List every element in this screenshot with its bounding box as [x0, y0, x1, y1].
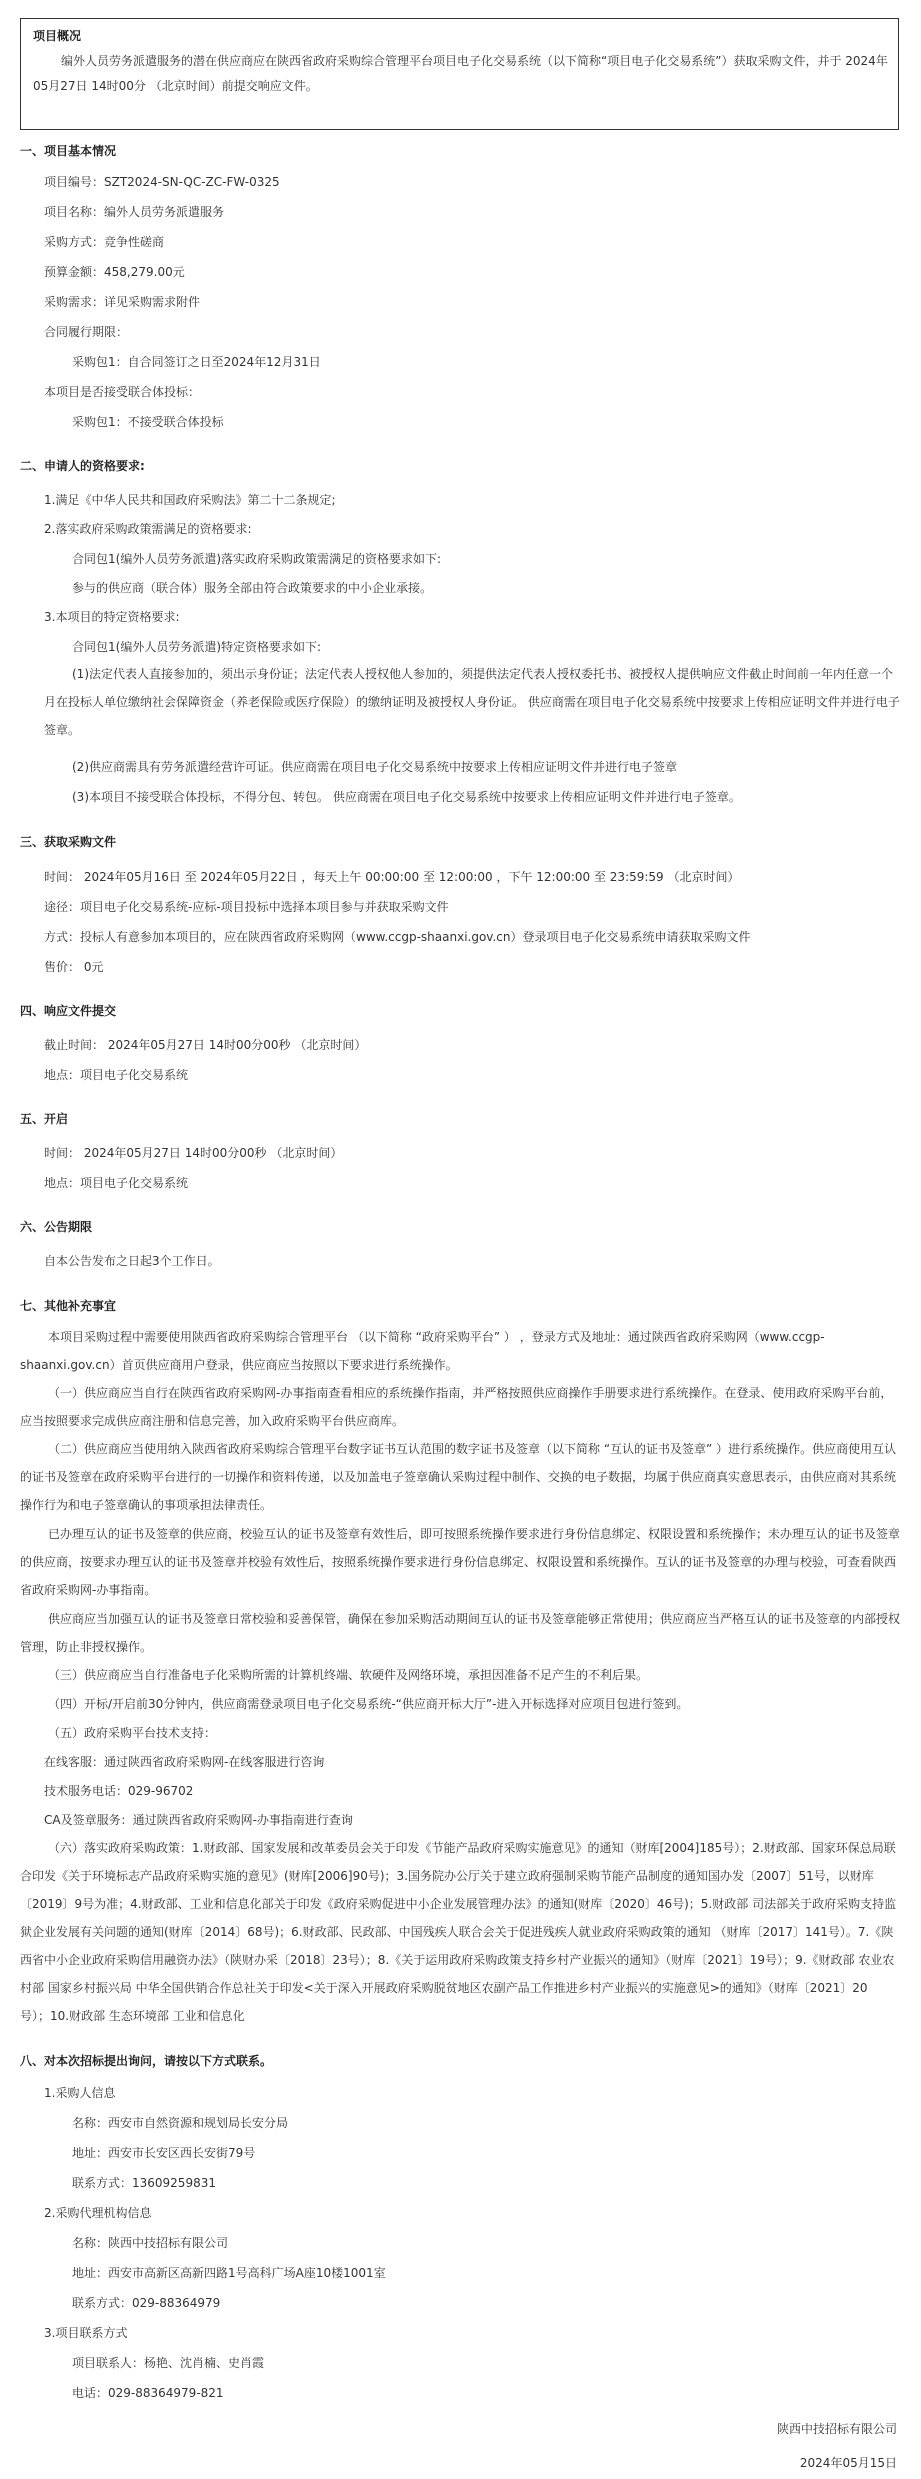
section-4-title: 四、响应文件提交	[20, 1004, 117, 1018]
agent-phone: 联系方式：029-88364979	[72, 2296, 221, 2310]
section-2-title: 二、申请人的资格要求:	[20, 459, 145, 473]
submit-location: 地点：项目电子化交易系统	[44, 1068, 189, 1082]
project-contact-person: 项目联系人：杨艳、沈肖楠、史肖霞	[72, 2356, 265, 2370]
budget-amount: 预算金额：458,279.00元	[44, 265, 185, 279]
opening-location: 地点：项目电子化交易系统	[44, 1176, 189, 1190]
overview-box	[20, 18, 899, 130]
overview-text: 编外人员劳务派遣服务的潜在供应商应在陕西省政府采购综合管理平台项目电子化交易系统（以下简称“项目电子化交易系统”）获取采购文件，并于 2024年05月27日 14时00分 （北京时间）前提交响应文件。	[33, 54, 888, 93]
supplement-item-2-cont-2: 供应商应当加强互认的证书及签章日常校验和妥善保管，确保在参加采购活动期间互认的证书及签章能够正常使用；供应商应当严格互认的证书及签章的内部授权管理，防止非授权操作。	[20, 1612, 901, 1654]
overview-title: 项目概况	[33, 29, 82, 43]
qualification-3-item-3: (3)本项目不接受联合体投标，不得分包、转包。 供应商需在项目电子化交易系统中按要求上传相应证明文件并进行电子签章。	[72, 790, 741, 804]
section-3-title: 三、获取采购文件	[20, 835, 117, 849]
supplement-item-2: （二）供应商应当使用纳入陕西省政府采购综合管理平台数字证书互认范围的数字证书及签章（以下简称 “互认的证书及签章” ）进行系统操作。供应商使用互认的证书及签章在政府采购平台进行的一切操作和资料传递，以及加盖电子签章确认采购过程中制作、交换的电子数据，均属于供应商真实意思表示，由供应商对其系统操作行为和电子签章确认的事项承担法律责任。	[20, 1442, 897, 1512]
buyer-info-label: 1.采购人信息	[44, 2086, 116, 2100]
project-contact-phone: 电话：029-88364979-821	[72, 2386, 224, 2400]
supplement-item-4: （四）开标/开启前30分钟内，供应商需登录项目电子化交易系统-“供应商开标大厅”-进入开标选择对应项目包进行签到。	[48, 1697, 689, 1711]
project-number: 项目编号：SZT2024-SN-QC-ZC-FW-0325	[44, 175, 280, 189]
qualification-3-package: 合同包1(编外人员劳务派遣)特定资格要求如下:	[72, 640, 322, 654]
agent-name: 名称：陕西中技招标有限公司	[72, 2236, 229, 2250]
project-name: 项目名称：编外人员劳务派遣服务	[44, 205, 225, 219]
buyer-name: 名称：西安市自然资源和规划局长安分局	[72, 2116, 289, 2130]
qualification-3-item-2: (2)供应商需具有劳务派遣经营许可证。供应商需在项目电子化交易系统中按要求上传相应证明文件并进行电子签章	[72, 760, 678, 774]
section-1-title: 一、项目基本情况	[20, 144, 117, 158]
buyer-phone: 联系方式：13609259831	[72, 2176, 216, 2190]
opening-time: 时间： 2024年05月27日 14时00分00秒 （北京时间）	[44, 1146, 343, 1160]
doc-time: 时间： 2024年05月16日 至 2024年05月22日 ，每天上午 00:00:00 至 12:00:00 ，下午 12:00:00 至 23:59:59 （北京时间）	[44, 870, 740, 884]
qualification-2: 2.落实政府采购政策需满足的资格要求:	[44, 522, 252, 536]
buyer-address: 地址：西安市长安区西长安街79号	[72, 2146, 256, 2160]
qualification-3-item-1: (1)法定代表人直接参加的，须出示身份证；法定代表人授权他人参加的，须提供法定代表人授权委托书、被授权人提供响应文件截止时间前一年内任意一个月在投标人单位缴纳社会保障资金（养老保险或医疗保险）的缴纳证明及被授权人身份证。 供应商需在项目电子化交易系统中按要求上传相应证明文件并进行电子签章。	[44, 667, 900, 737]
supplement-item-1: （一）供应商应当自行在陕西省政府采购网-办事指南查看相应的系统操作指南，并严格按照供应商操作手册要求进行系统操作。在登录、使用政府采购平台前，应当按照要求完成供应商注册和信息完善，加入政府采购平台供应商库。	[20, 1386, 893, 1428]
section-6-title: 六、公告期限	[20, 1220, 93, 1234]
submit-deadline: 截止时间： 2024年05月27日 14时00分00秒 （北京时间）	[44, 1038, 367, 1052]
section-7-title: 七、其他补充事宜	[20, 1299, 117, 1313]
qualification-1: 1.满足《中华人民共和国政府采购法》第二十二条规定;	[44, 493, 336, 507]
supplement-item-3: （三）供应商应当自行准备电子化采购所需的计算机终端、软硬件及网络环境，承担因准备不足产生的不利后果。	[48, 1668, 649, 1682]
footer-organization: 陕西中技招标有限公司	[776, 2422, 897, 2436]
agent-info-label: 2.采购代理机构信息	[44, 2206, 152, 2220]
agent-address: 地址：西安市高新区高新四路1号高科广场A座10楼1001室	[72, 2266, 386, 2280]
supplement-item-6: （六）落实政府采购政策：1.财政部、国家发展和改革委员会关于印发《节能产品政府采购实施意见》的通知（财库[2004]185号）；2.财政部、国家环保总局联合印发《关于环境标志产品政府采购实施的意见》(财库[2006]90号)；3.国务院办公厅关于建立政府强制采购节能产品制度的通知国办发〔2007〕51号，以财库〔2019〕9号为准；4.财政部、工业和信息化部关于印发《政府采购促进中小企业发展管理办法》的通知(财库〔2020〕46号)；5.财政部 司法部关于政府采购支持监狱企业发展有关问题的通知(财库〔2014〕68号)；6.财政部、民政部、中国残疾人联合会关于促进残疾人就业政府采购政策的通知 （财库〔2017〕141号）。7.《陕西省中小企业政府采购信用融资办法》（陕财办采〔2018〕23号）；8.《关于运用政府采购政策支持乡村产业振兴的通知》（财库〔2021〕19号）；9.《财政部 农业农村部 国家乡村振兴局 中华全国供销合作总社关于印发<关于深入开展政府采购脱贫地区农副产品工作推进乡村产业振兴的实施意见>的通知》（财库〔2021〕20 号）；10.财政部 生态环境部 工业和信息化	[20, 1841, 897, 2023]
tech-support-phone: 技术服务电话：029-96702	[44, 1784, 194, 1798]
supplement-intro: 本项目采购过程中需要使用陕西省政府采购综合管理平台 （以下简称 “政府采购平台” ） ，登录方式及地址：通过陕西省政府采购网（www.ccgp-shaanxi.gov.cn）首页供应商用户登录，供应商应当按照以下要求进行系统操作。	[20, 1330, 825, 1372]
doc-method: 方式：投标人有意参加本项目的，应在陕西省政府采购网（www.ccgp-shaanxi.gov.cn）登录项目电子化交易系统申请获取采购文件	[44, 930, 751, 944]
contract-period-value: 采购包1：自合同签订之日至2024年12月31日	[72, 355, 321, 369]
qualification-2-detail: 参与的供应商（联合体）服务全部由符合政策要求的中小企业承接。	[72, 581, 433, 595]
supplement-item-5: （五）政府采购平台技术支持：	[48, 1726, 217, 1740]
qualification-2-package: 合同包1(编外人员劳务派遣)落实政府采购政策需满足的资格要求如下:	[72, 552, 442, 566]
online-service: 在线客服：通过陕西省政府采购网-在线客服进行咨询	[44, 1755, 325, 1769]
supplement-item-2-cont: 已办理互认的证书及签章的供应商，校验互认的证书及签章有效性后，即可按照系统操作要求进行身份信息绑定、权限设置和系统操作；未办理互认的证书及签章的供应商，按要求办理互认的证书及签章并校验有效性后，按照系统操作要求进行身份信息绑定、权限设置和系统操作。互认的证书及签章的办理与校验，可查看陕西省政府采购网-办事指南。	[20, 1527, 901, 1597]
ca-service: CA及签章服务：通过陕西省政府采购网-办事指南进行查询	[44, 1813, 353, 1827]
contract-period-label: 合同履行期限：	[44, 325, 129, 339]
consortium-label: 本项目是否接受联合体投标：	[44, 385, 201, 399]
consortium-value: 采购包1：不接受联合体投标	[72, 415, 224, 429]
qualification-3: 3.本项目的特定资格要求:	[44, 610, 180, 624]
notice-period: 自本公告发布之日起3个工作日。	[44, 1254, 220, 1268]
section-8-title: 八、对本次招标提出询问，请按以下方式联系。	[20, 2054, 273, 2068]
section-5-title: 五、开启	[20, 1112, 69, 1126]
doc-price: 售价： 0元	[44, 960, 104, 974]
project-contact-label: 3.项目联系方式	[44, 2326, 128, 2340]
procurement-method: 采购方式：竞争性磋商	[44, 235, 165, 249]
doc-channel: 途径：项目电子化交易系统-应标-项目投标中选择本项目参与并获取采购文件	[44, 900, 449, 914]
footer-date: 2024年05月15日	[799, 2456, 897, 2470]
procurement-demand: 采购需求：详见采购需求附件	[44, 295, 201, 309]
